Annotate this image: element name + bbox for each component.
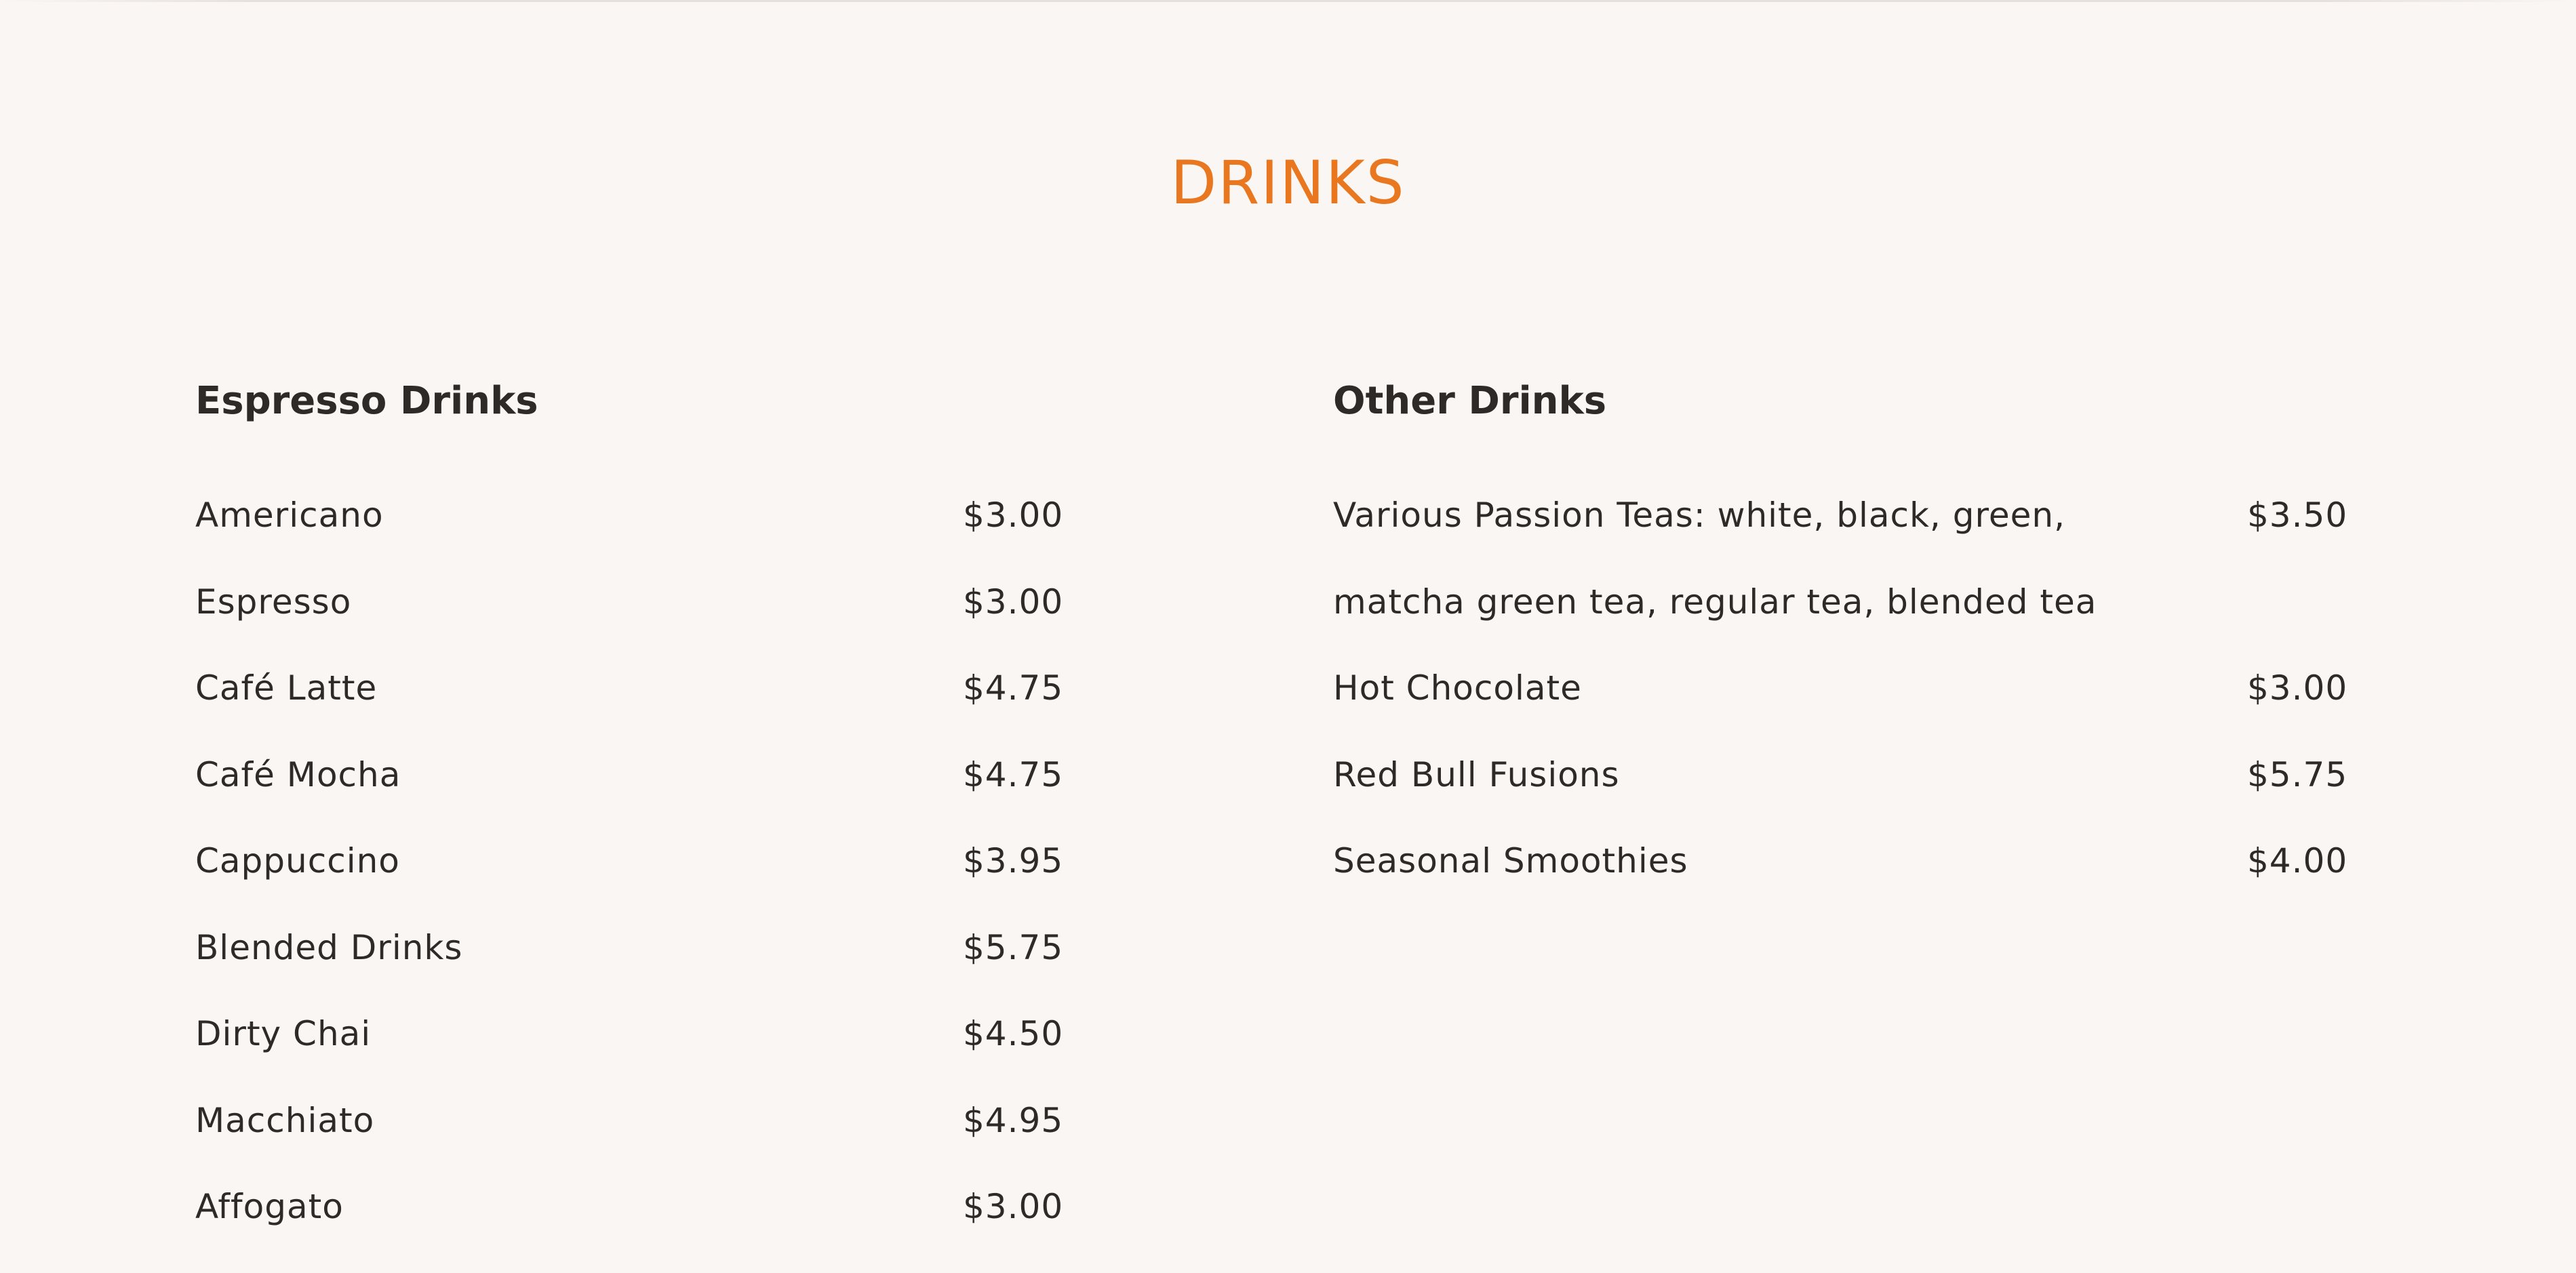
other-drinks-section	[1333, 373, 2348, 881]
menu-item	[195, 493, 1064, 580]
menu-item-price: $5.75	[963, 927, 1064, 967]
menu-item	[195, 1185, 1064, 1272]
menu-item	[195, 839, 1064, 926]
menu-item-price: $4.50	[963, 1014, 1064, 1053]
menu-item-price: $4.75	[963, 668, 1064, 708]
menu-item-name: Macchiato	[195, 1100, 375, 1140]
menu-item-price: $3.00	[963, 496, 1064, 535]
menu-item-name: matcha green tea, regular tea, blended tea	[1333, 582, 2097, 622]
menu-item-price: $3.00	[963, 1187, 1064, 1226]
menu-item	[1333, 580, 2343, 667]
menu-item-name: Cappuccino	[195, 841, 400, 881]
menu-item	[195, 580, 1064, 667]
menu-item-name: Various Passion Teas: white, black, green,	[1333, 496, 2066, 535]
espresso-drinks-list	[195, 493, 1064, 1272]
menu-item-price: $4.75	[963, 754, 1064, 794]
menu-item-price: $5.75	[2247, 754, 2348, 794]
menu-item-name: Americano	[195, 496, 384, 535]
menu-item-name: Affogato	[195, 1187, 344, 1226]
menu-item-name: Espresso	[195, 582, 352, 622]
menu-item-name: Blended Drinks	[195, 927, 463, 967]
menu-item-name: Hot Chocolate	[1333, 668, 1582, 708]
menu-item-price: $3.00	[2247, 668, 2348, 708]
espresso-drinks-section	[195, 373, 1064, 1226]
menu-item-price: $3.00	[963, 582, 1064, 622]
menu-item	[1333, 666, 2348, 753]
other-drinks-list	[1333, 493, 2348, 926]
menu-item	[1333, 753, 2348, 840]
menu-item	[195, 666, 1064, 753]
menu-item	[195, 1012, 1064, 1099]
menu-item-price: $4.00	[2247, 841, 2348, 881]
menu-item-name: Seasonal Smoothies	[1333, 841, 1688, 881]
menu-item	[1333, 839, 2348, 926]
section-heading-other: Other Drinks	[1333, 379, 1607, 423]
menu-item-name: Dirty Chai	[195, 1014, 372, 1053]
menu-item-name: Café Latte	[195, 668, 378, 708]
menu-item-name: Café Mocha	[195, 754, 401, 794]
menu-item-name: Red Bull Fusions	[1333, 754, 1620, 794]
menu-item-price: $3.95	[963, 841, 1064, 881]
menu-item-price: $4.95	[963, 1100, 1064, 1140]
menu-item	[1333, 493, 2348, 580]
section-heading-espresso: Espresso Drinks	[195, 379, 538, 423]
page-title: DRINKS	[1170, 148, 1406, 218]
menu-item	[195, 1099, 1064, 1186]
menu-item	[195, 926, 1064, 1013]
top-divider	[0, 0, 2576, 2]
menu-item-price: $3.50	[2247, 496, 2348, 535]
menu-item	[195, 753, 1064, 840]
